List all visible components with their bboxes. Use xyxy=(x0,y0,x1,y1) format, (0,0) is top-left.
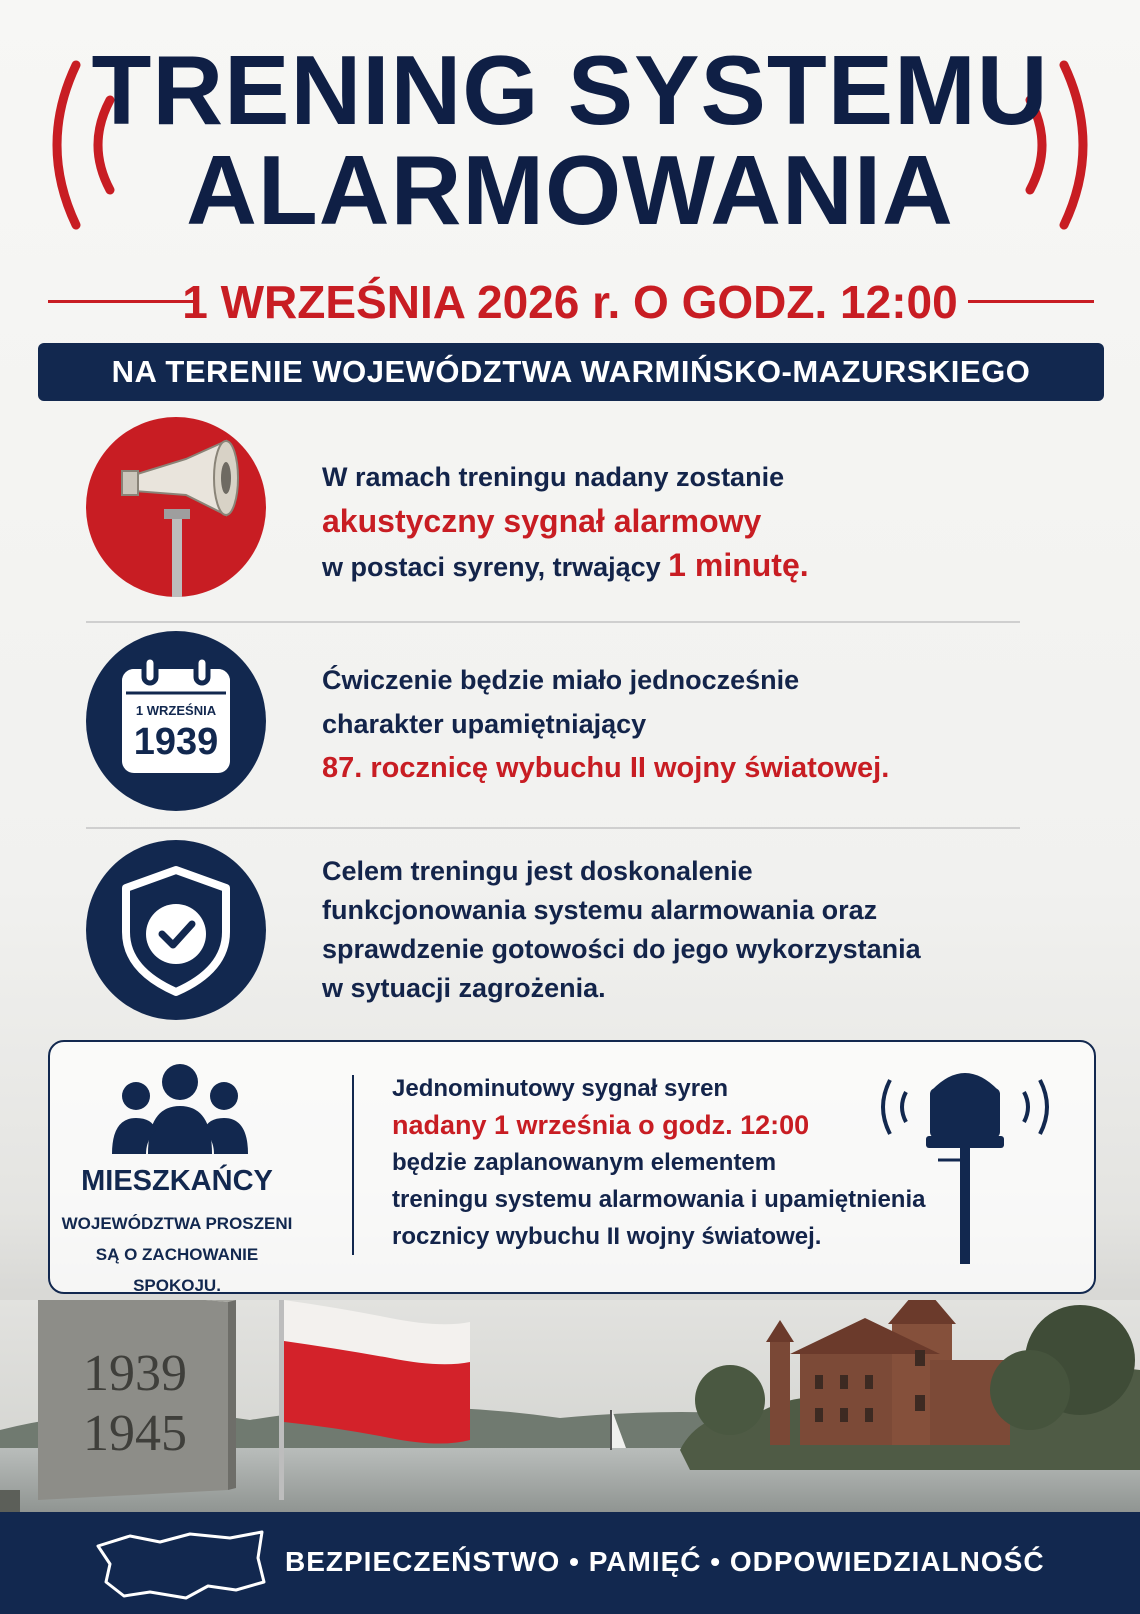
residents-title: MIESZKAŃCY xyxy=(81,1165,273,1197)
shield-check-icon xyxy=(86,840,266,1020)
megaphone-siren-icon xyxy=(86,417,266,597)
region-banner: NA TERENIE WOJEWÓDZTWA WARMIŃSKO-MAZURSKIEGO xyxy=(38,343,1104,401)
memorial-landscape-scene xyxy=(0,1300,1140,1515)
calendar-month: 1 WRZEŚNIA xyxy=(135,703,217,718)
page-title-line2: ALARMOWANIA xyxy=(186,135,954,245)
section-divider xyxy=(86,827,1020,829)
calendar-icon xyxy=(86,631,266,811)
section-divider xyxy=(86,621,1020,623)
people-group-icon xyxy=(110,1060,250,1158)
calendar-year: 1939 xyxy=(133,721,219,763)
info-text-1: W ramach treningu nadany zostanie akustyczny sygnał alarmowy w postaci syreny, trwający 1 minutę. xyxy=(322,462,809,583)
date-row xyxy=(0,272,1140,332)
event-date: 1 WRZEŚNIA 2026 r. O GODZ. 12:00 xyxy=(182,276,958,328)
monument-year-end: 1945 xyxy=(83,1405,187,1462)
monument-year-start: 1939 xyxy=(83,1345,187,1402)
notice-text: Jednominutowy sygnał syren nadany 1 września o godz. 12:00 będzie zaplanowanym elementem treningu systemu alarmowania i upamiętnienia rocznicy wybuchu II wojny światowej. xyxy=(392,1075,926,1250)
info-text-3: Celem treningu jest doskonalenie funkcjonowania systemu alarmowania oraz sprawdzenie gotowości do jego wykorzystania w sytuacji zagrożenia. xyxy=(322,856,921,1003)
footer-bar xyxy=(0,1512,1140,1614)
residents-subtitle: WOJEWÓDZTWA PROSZENI SĄ O ZACHOWANIE SPOKOJU. xyxy=(61,1214,293,1295)
region-map-outline-icon xyxy=(90,1524,270,1606)
page-title-line1: TRENING SYSTEMU xyxy=(91,35,1049,145)
footer-slogan: BEZPIECZEŃSTWO • PAMIĘĆ • ODPOWIEDZIALNOŚĆ xyxy=(285,1546,1045,1577)
siren-pole-icon xyxy=(870,1062,1060,1272)
notice-divider xyxy=(352,1075,354,1255)
info-text-2: Ćwiczenie będzie miało jednocześnie charakter upamiętniający 87. rocznicę wybuchu II wojny światowej. xyxy=(322,665,890,784)
